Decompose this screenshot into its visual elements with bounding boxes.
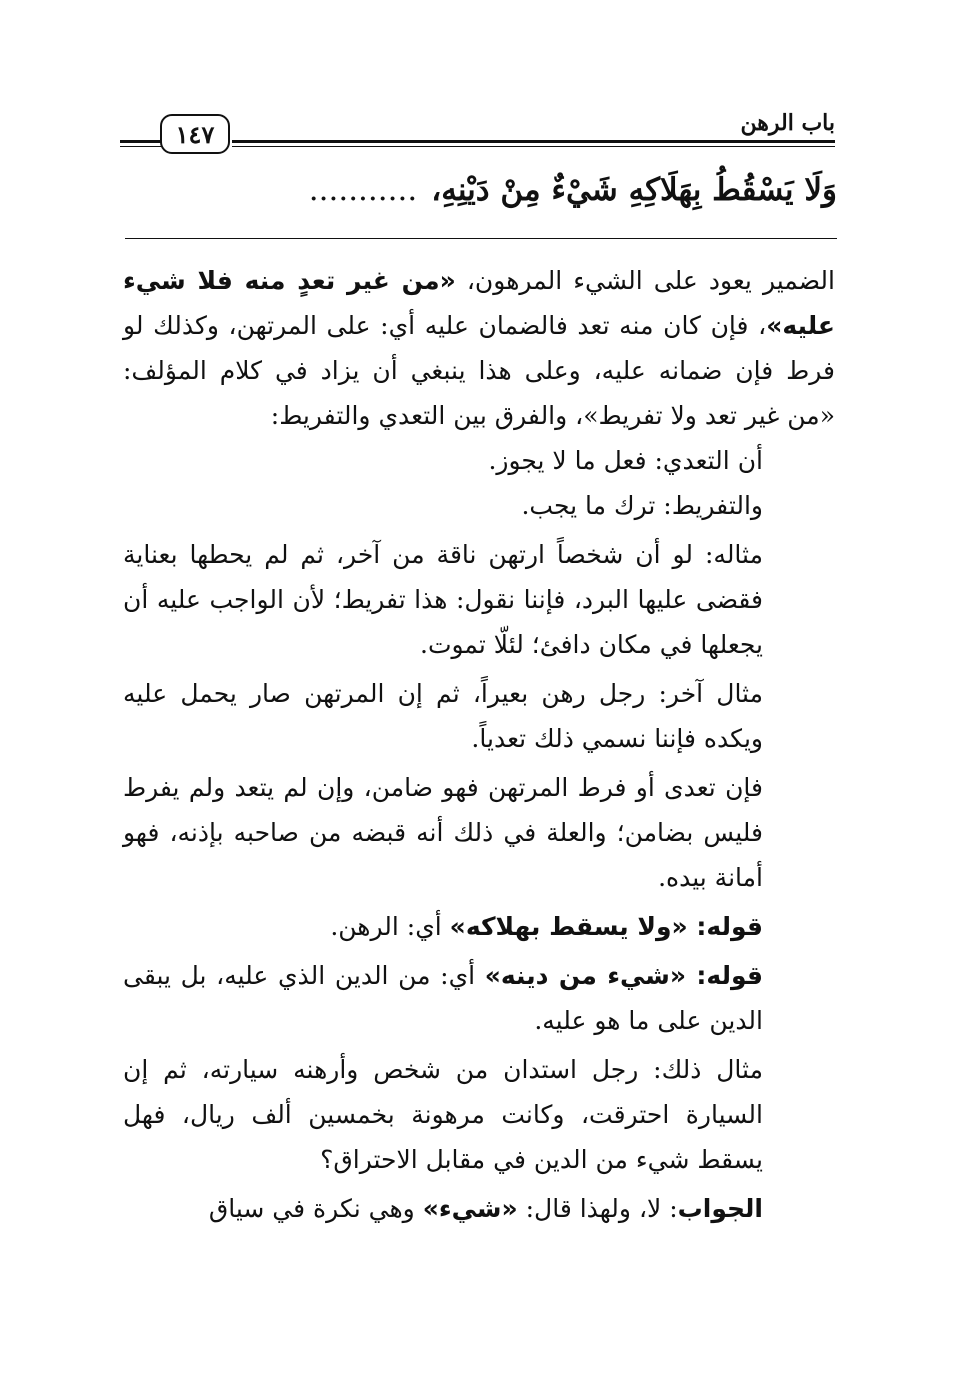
bold-quote: «ولا يسقط بهلاكه» (449, 912, 688, 941)
paragraph (123, 258, 835, 438)
paragraph: مثال ذلك: رجل استدان من شخص وأرهنه سيارته، ثم إن السيارة احترقت، وكانت مرهونة بخمسين ألف ريال، فهل يسقط شيء من الدين في مقابل الاحتراق؟ (123, 1055, 763, 1174)
paragraph: أن التعدي: فعل ما لا يجوز. (488, 446, 763, 475)
bold-quote: «من غير تعدٍ منه فلا شيء عليه» (123, 266, 835, 340)
header-rule (232, 140, 835, 143)
matn-line (125, 172, 837, 208)
paragraph: فإن تعدى أو فرط المرتهن فهو ضامن، وإن لم يتعد ولم يفرط فليس بضامن؛ والعلة في ذلك أنه قبضه من صاحبه بإذنه، فهو أمانة بيده. (123, 773, 763, 892)
matn-text: وَلَا يَسْقُطُ بِهَلَاكِهِ شَيْءٌ مِنْ دَيْنِهِ، (431, 172, 837, 208)
paragraph-text: ، فإن كان منه تعد فالضمان عليه أي: على المرتهن، وكذلك لو فرط فإن ضمانه عليه، وعلى هذا ينبغي أن يزاد في كلام المؤلف: «من غير تعد ولا تفريط»، والفرق بين التعدي والتفريط: (123, 311, 835, 430)
page-header (120, 104, 835, 156)
matn-separator (125, 238, 837, 239)
bold-label: قوله: (687, 912, 763, 941)
page-number: ١٤٧ (160, 114, 230, 154)
header-rule (120, 146, 162, 147)
paragraph-text: : لا، ولهذا قال: (517, 1194, 678, 1223)
paragraph-text: وهي نكرة في سياق (208, 1194, 423, 1223)
bold-quote: «شيء من دينه» (484, 961, 687, 990)
bold-label: قوله: (686, 961, 764, 990)
paragraph: والتفريط: ترك ما يجب. (521, 491, 763, 520)
paragraph-text: الضمير يعود على الشيء المرهون، (455, 266, 835, 295)
commentary-body (123, 258, 835, 1231)
header-rule (120, 140, 162, 143)
bold-label: الجواب (677, 1194, 763, 1223)
paragraph (123, 953, 835, 1043)
paragraph (123, 904, 835, 949)
chapter-title: باب الرهن (740, 110, 835, 136)
matn-dots: ........... (308, 172, 418, 208)
header-rule (232, 146, 835, 147)
bold-quote: «شيء» (422, 1194, 518, 1223)
paragraph-text: أي: من الدين الذي عليه، بل يبقى الدين على ما هو عليه. (123, 961, 763, 1035)
paragraph-text: أي: الرهن. (330, 912, 450, 941)
paragraph: مثاله: لو أن شخصاً ارتهن ناقة من آخر، ثم لم يحطها بعناية فقضى عليها البرد، فإننا نقول: هذا تفريط؛ لأن الواجب عليه أن يجعلها في مكان دافئ؛ لئلّا تموت. (123, 540, 763, 659)
paragraph (123, 1186, 835, 1231)
paragraph: مثال آخر: رجل رهن بعيراً، ثم إن المرتهن صار يحمل عليه ويكده فإننا نسمي ذلك تعدياً. (123, 679, 763, 753)
